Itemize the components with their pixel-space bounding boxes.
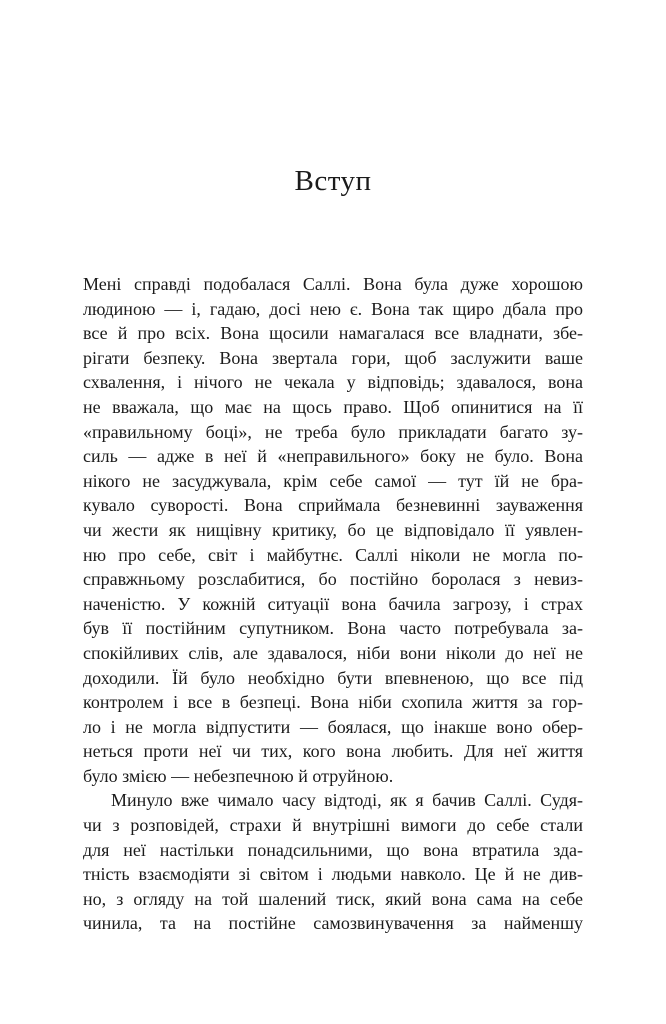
text-line: контролем і все в безпеці. Вона ніби схопила життя за гор- bbox=[83, 692, 583, 713]
text-line: чи з розповідей, страхи й внутрішні вимоги до себе стали bbox=[83, 815, 583, 836]
text-line: но, з огляду на той шалений тиск, який вона сама на себе bbox=[83, 888, 583, 909]
text-line: рігати безпеку. Вона звертала гори, щоб заслужити ваше bbox=[83, 347, 583, 368]
text-line: для неї настільки понадсильними, що вона втратила зда- bbox=[83, 839, 583, 860]
chapter-title: Вступ bbox=[294, 165, 372, 197]
text-line: був її постійним супутником. Вона часто потребувала за- bbox=[83, 618, 583, 639]
text-line: чинила, та на постійне самозвинувачення за найменшу bbox=[83, 913, 583, 934]
text-line: кувало суворості. Вона сприймала безневинні зауваження bbox=[83, 495, 583, 516]
text-line: спокійливих слів, але здавалося, ніби вони ніколи до неї не bbox=[83, 642, 583, 663]
text-line: людиною — і, гадаю, досі нею є. Вона так щиро дбала про bbox=[83, 298, 583, 319]
text-line: справжньому розслабитися, бо постійно боролася з невиз- bbox=[83, 569, 583, 590]
text-line: Минуло вже чимало часу відтоді, як я бачив Саллі. Судя- bbox=[111, 790, 583, 811]
paragraph bbox=[83, 788, 583, 936]
text-line: не вважала, що має на щось право. Щоб опинитися на її bbox=[83, 396, 583, 417]
text-line: наченістю. У кожній ситуації вона бачила загрозу, і страх bbox=[83, 593, 583, 614]
text-line: чи жести як нищівну критику, бо це відповідало її уявлен- bbox=[83, 519, 583, 540]
text-line: доходили. Їй було необхідно бути впевненою, що все під bbox=[83, 667, 583, 688]
paragraph bbox=[83, 272, 583, 788]
text-line: ню про себе, світ і майбутнє. Саллі ніколи не могла по- bbox=[83, 544, 583, 565]
text-line: Мені справді подобалася Саллі. Вона була дуже хорошою bbox=[83, 274, 583, 294]
text-line: нікого не засуджувала, крім себе самої — тут їй не бра- bbox=[83, 470, 583, 491]
page-body bbox=[83, 272, 583, 936]
text-line: тність взаємодіяти зі світом і людьми навколо. Це й не див- bbox=[83, 864, 583, 885]
text-line: «правильному боці», не треба було прикладати багато зу- bbox=[83, 421, 583, 442]
text-line: все й про всіх. Вона щосили намагалася все владнати, збе- bbox=[83, 323, 583, 344]
text-line: силь — адже в неї й «неправильного» боку не було. Вона bbox=[83, 446, 583, 467]
text-line: схвалення, і нічого не чекала у відповідь; здавалося, вона bbox=[83, 372, 583, 393]
text-line: неться проти неї чи тих, кого вона любить. Для неї життя bbox=[83, 741, 583, 762]
text-line: ло і не могла відпустити — боялася, що інакше воно обер- bbox=[83, 716, 583, 737]
text-line: було змією — небезпечною й отруйною. bbox=[83, 765, 394, 786]
